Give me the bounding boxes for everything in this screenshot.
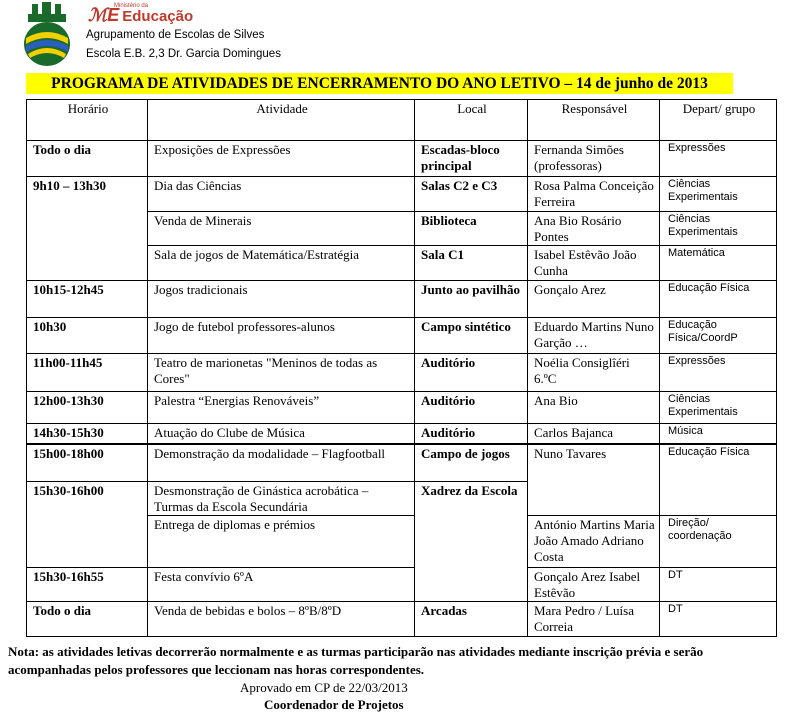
- table-row: 10h30 Jogo de futebol professores-alunos Campo sintético Eduardo Martins Nuno Garção … Educação Física/CoordP: [27, 318, 777, 354]
- table-row: Entrega de diplomas e prémios António Martins Maria João Amado Adriano Costa Direção/ coordenação: [27, 516, 777, 568]
- table-row: Sala de jogos de Matemática/Estratégia Sala C1 Isabel Estêvão João Cunha Matemática: [27, 246, 777, 281]
- table-row: 15h30-16h00 Desmonstração de Ginástica acrobática – Turmas da Escola Secundária Xadrez da Escola: [27, 482, 777, 516]
- header-responsible: Responsável: [528, 100, 660, 141]
- school-name: Escola E.B. 2,3 Dr. Garcia Domingues: [86, 48, 281, 60]
- header-activity: Atividade: [148, 100, 415, 141]
- table-row: Todo o dia Venda de bebidas e bolos – 8ºB/8ºD Arcadas Mara Pedro / Luísa Correia DT: [27, 602, 777, 637]
- school-group: Agrupamento de Escolas de Silves: [86, 29, 265, 41]
- school-logo: [22, 2, 72, 68]
- table-row: 15h00-18h00 Demonstração da modalidade – Flagfootball Campo de jogos Nuno Tavares Educação Física: [27, 444, 777, 482]
- footnote: Nota: as atividades letivas decorrerão normalmente e as turmas participarão nas atividades mediante inscrição prévia e serão acompanhadas pelos professores que leccionam nas horas correspondentes.: [8, 644, 704, 677]
- table-row: Venda de Minerais Biblioteca Ana Bio Rosário Pontes Ciências Experimentais: [27, 212, 777, 246]
- ministry-logo: ℳE Ministério da Educação: [88, 3, 194, 25]
- header-department: Depart/ grupo: [660, 100, 777, 141]
- table-row: 15h30-16h55 Festa convívio 6ºA Gonçalo Arez Isabel Estêvão DT: [27, 568, 777, 602]
- table-row: 9h10 – 13h30 Dia das Ciências Salas C2 e C3 Rosa Palma Conceição Ferreira Ciências Experimentais: [27, 177, 777, 212]
- table-row: 11h00-11h45 Teatro de marionetas "Meninos de todas as Cores" Auditório Noélia Consiglîéri 6.ºC Expressões: [27, 354, 777, 392]
- table-header-row: [27, 100, 777, 141]
- header-place: Local: [415, 100, 528, 141]
- table-row: 10h15-12h45 Jogos tradicionais Junto ao pavilhão Gonçalo Arez Educação Física: [27, 281, 777, 318]
- header-time: Horário: [27, 100, 148, 141]
- approval-date: Aprovado em CP de 22/03/2013: [240, 680, 408, 695]
- table-row: 12h00-13h30 Palestra “Energias Renováveis” Auditório Ana Bio Ciências Experimentais: [27, 392, 777, 424]
- signature-title: Coordenador de Projetos: [264, 697, 404, 712]
- activities-table: [26, 99, 777, 637]
- table-row: Todo o dia Exposições de Expressões Escadas-bloco principal Fernanda Simões (professoras) Expressões: [27, 141, 777, 177]
- table-row: 14h30-15h30 Atuação do Clube de Música Auditório Carlos Bajanca Música: [27, 424, 777, 444]
- page-title: PROGRAMA DE ATIVIDADES DE ENCERRAMENTO DO ANO LETIVO – 14 de junho de 2013: [26, 73, 733, 94]
